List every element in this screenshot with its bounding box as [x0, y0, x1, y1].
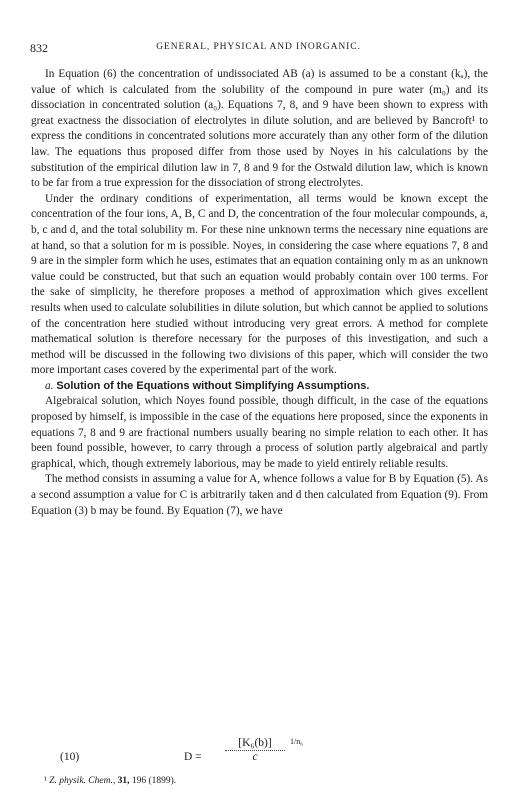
footnote-mark: ¹: [44, 776, 47, 786]
paragraph: Algebraical solution, which Noyes found possible, though difficult, in the case of the equations proposed by himself, is impossible in the case of the equations here proposed, since the exponents in equations 7, 8 and 9 are fractional numbers usually bearing no simple relation to each other. It has been found possible, however, to carry through a process of solution partly algebraical and partly graphical, which, though extremely laborious, may be made to yield entirely reliable results.: [31, 395, 488, 470]
page-number: 832: [30, 41, 48, 55]
footnote-reference: 196 (1899).: [131, 776, 177, 786]
equation-denominator: c: [252, 751, 258, 763]
equation-fraction: [225, 737, 285, 763]
footnote-journal: Z. physik. Chem.,: [49, 776, 116, 786]
equation-numerator: [K₆(b)]: [225, 737, 285, 751]
page-header: [30, 41, 487, 55]
running-title: GENERAL, PHYSICAL AND INORGANIC.: [156, 42, 361, 52]
equation-lhs: D =: [184, 751, 202, 763]
equation-exponent: 1/n₆: [290, 737, 304, 746]
section-letter: a.: [45, 379, 54, 392]
section-heading: [31, 379, 488, 395]
equation-number: (10): [60, 751, 80, 763]
section-title: Solution of the Equations without Simplifying Assumptions.: [56, 379, 370, 392]
paragraph: The method consists in assuming a value for A, whence follows a value for B by Equation (5). As a second assumption a value for C is arbitrarily taken and d then calculated from Equation (9). From Equation (3) b may be found. By Equation (7), we have: [31, 473, 488, 517]
paragraph: In Equation (6) the concentration of undissociated AB (a) is assumed to be a constant (kₐ), the value of which is calculated from the solubility of the compound in pure water (m₀) and its dissociation in concentrated solution (a₀). Equations 7, 8, and 9 have been shown to express with great exactness the dissociation of electrolytes in dilute solution, and are believed by Bancroft¹ to express the conditions in concentrated solutions more accurately than any other form of the dilution law. The equations thus proposed differ from those used by Noyes in his calculations by the substitution of the empirical dilution law in 7, 8 and 9 for the Ostwald dilution law, which is known to be far from a true expression for the dissociation of strong electrolytes.: [31, 68, 488, 190]
body-text: [31, 67, 488, 519]
footnote: [44, 776, 176, 786]
footnote-volume: 31,: [117, 776, 130, 786]
equation-10: [60, 737, 480, 771]
paragraph: Under the ordinary conditions of experimentation, all terms would be known except the concentration of the four ions, A, B, C and D, the concentration of the four molecular compounds, a, b, c and d, and the total solubility m. For these nine unknown terms the necessary nine equations are at hand, so that a solution for m is possible. Noyes, in considering the case where equations 7, 8 and 9 are in the simpler form which he uses, estimates that an equation containing only m as an unknown value could be constructed, but that such an equation would probably contain over 100 terms. For the sake of simplicity, he therefore proposes a method of approximation which gives excellent results when used to calculate solubilities in dilute solution, but which cannot be applied to solutions of the concentration here studied without introducing very great errors. A method for complete mathematical solution is therefore necessary for the purposes of this investigation, and such a method will be discussed in the following two divisions of this paper, which will consider the two more important cases covered by the experimental part of the work.: [31, 192, 488, 377]
